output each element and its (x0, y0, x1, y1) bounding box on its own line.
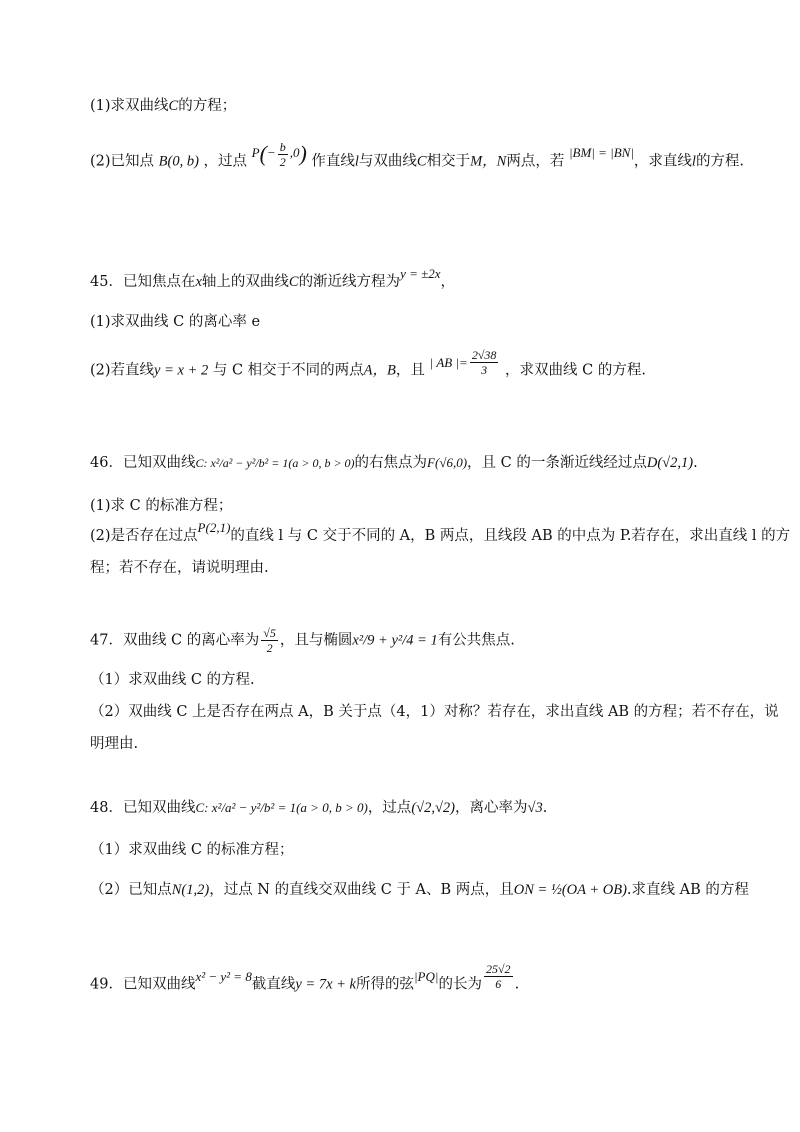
q48-part1: （1）求双曲线 C 的标准方程； (90, 842, 294, 858)
text: （2）已知点 (90, 882, 172, 898)
text: 的长为 (438, 976, 482, 993)
text: 48．已知双曲线 (90, 800, 196, 816)
hyperbola-eq: C: x²/a² − y²/b² = 1(a > 0, b > 0) (195, 456, 355, 470)
abs-PQ: |PQ| (413, 968, 439, 984)
text: 作直线 (311, 153, 355, 170)
q45-stem (90, 266, 456, 292)
line-eq: y = 7x + k (295, 976, 356, 993)
text: 的右焦点为 (354, 455, 428, 471)
q44-part2 (90, 140, 745, 177)
text: ，且 (395, 362, 425, 379)
q46-part2-cont: 程；若不存在，请说明理由. (90, 560, 269, 576)
point-D: D(√2,1) (646, 455, 694, 471)
point-P: P(− $\frac{b}{2}$ ,0) (251, 140, 307, 169)
text: 45．已知焦点在 (90, 274, 196, 290)
text: 所得的弦 (355, 976, 414, 993)
text: (2)若直线 (90, 362, 155, 379)
text: ，求直线 (633, 153, 692, 170)
points-AB: A，B (363, 362, 396, 379)
text: ，过点 (203, 153, 248, 170)
q45-part2 (90, 348, 646, 385)
denominator: 3 (481, 363, 488, 377)
P-rest: ,0 (289, 145, 300, 161)
text: 的方程； (178, 98, 237, 114)
eccentricity: √3 (527, 800, 543, 816)
var-x: x (195, 274, 202, 290)
fraction (261, 626, 278, 655)
text: ，求双曲线 C 的方程. (505, 362, 646, 379)
fraction (278, 140, 288, 169)
focus-F: F(√6,0) (427, 455, 468, 470)
q49-stem (90, 962, 520, 999)
ellipse-eq: x²/9 + y²/4 = 1 (352, 632, 438, 649)
text: . (693, 455, 698, 471)
q48-part2 (90, 880, 749, 900)
P-label: P (251, 145, 260, 161)
point: (√2,√2) (411, 800, 456, 816)
text: ，过点 (367, 800, 412, 816)
q47-stem (90, 626, 515, 655)
q47-part1: （1）求双曲线 C 的方程. (90, 672, 255, 688)
text: ，离心率为 (455, 800, 528, 816)
denominator: 2 (266, 641, 273, 655)
var-l: l (354, 153, 359, 170)
points-MN: M，N (470, 153, 507, 170)
hyperbola-eq: C: x²/a² − y²/b² = 1(a > 0, b > 0) (195, 800, 368, 815)
var-l: l (691, 153, 696, 170)
denominator: 2 (279, 155, 286, 169)
text: 47．双曲线 C 的离心率为 (90, 632, 260, 649)
hyperbola-eq: x² − y² = 8 (195, 968, 252, 984)
text: 与 C 相交于不同的两点 (212, 362, 364, 379)
text: 的直线 l 与 C 交于不同的 A，B 两点，且线段 AB 的中点为 P.若存在，求出直线 l 的方 (230, 528, 791, 544)
var-C: C (416, 153, 427, 170)
point-B: B(0, b) (158, 153, 199, 170)
numerator: 25√2 (485, 962, 511, 976)
q47-part2-cont: 明理由. (90, 736, 139, 752)
q46-part2 (90, 520, 791, 546)
text: 的方程. (695, 153, 745, 170)
denominator: 6 (495, 977, 502, 991)
text: . (542, 800, 548, 816)
q44-part1 (90, 96, 236, 116)
q48-stem (90, 798, 547, 818)
text: 46．已知双曲线 (90, 455, 196, 471)
text: 相交于 (426, 153, 471, 170)
numerator: √5 (263, 626, 276, 640)
text: 两点，若 (506, 153, 565, 170)
text: 的渐近线方程为 (298, 274, 401, 290)
text: 轴上的双曲线 (201, 274, 289, 290)
q47-part2: （2）双曲线 C 上是否存在两点 A，B 关于点（4，1）对称？若存在，求出直线 AB 的方程；若不存在，说 (90, 704, 779, 720)
numerator: 2√38 (471, 348, 497, 362)
text: 49．已知双曲线 (90, 976, 196, 993)
text: . (514, 976, 520, 993)
asymptote-eq: y = ±2x (400, 266, 441, 281)
line-eq: y = x + 2 (154, 362, 209, 379)
abs-equation: |BM| = |BN| (568, 145, 634, 161)
vector-eq: ON = ½(OA + OB) (513, 882, 627, 898)
q45-part1: (1)求双曲线 C 的离心率 e (90, 314, 261, 330)
text: 有公共焦点. (437, 632, 515, 649)
var-C: C (288, 274, 299, 290)
var-C: C (168, 98, 179, 114)
fraction (470, 348, 499, 377)
text: (1)求双曲线 (90, 98, 169, 114)
text: ， (440, 274, 456, 290)
q46-stem (90, 453, 698, 473)
text: 截直线 (251, 976, 296, 993)
q46-part1: (1)求 C 的标准方程； (90, 498, 233, 514)
text: 与双曲线 (358, 153, 417, 170)
text: ，且与椭圆 (279, 632, 353, 649)
point-P: P(2,1) (197, 520, 231, 535)
point-N: N(1,2) (171, 882, 210, 898)
text: ，且 C 的一条渐近线经过点 (467, 455, 647, 471)
numerator: b (279, 140, 286, 154)
text: ，过点 N 的直线交双曲线 C 于 A、B 两点，且 (209, 882, 514, 898)
text: .求直线 AB 的方程 (626, 882, 749, 898)
text: (2)是否存在过点 (90, 528, 198, 544)
abs-AB: | AB |= (429, 354, 468, 370)
fraction (484, 962, 513, 991)
text: (2)已知点 (90, 153, 155, 170)
